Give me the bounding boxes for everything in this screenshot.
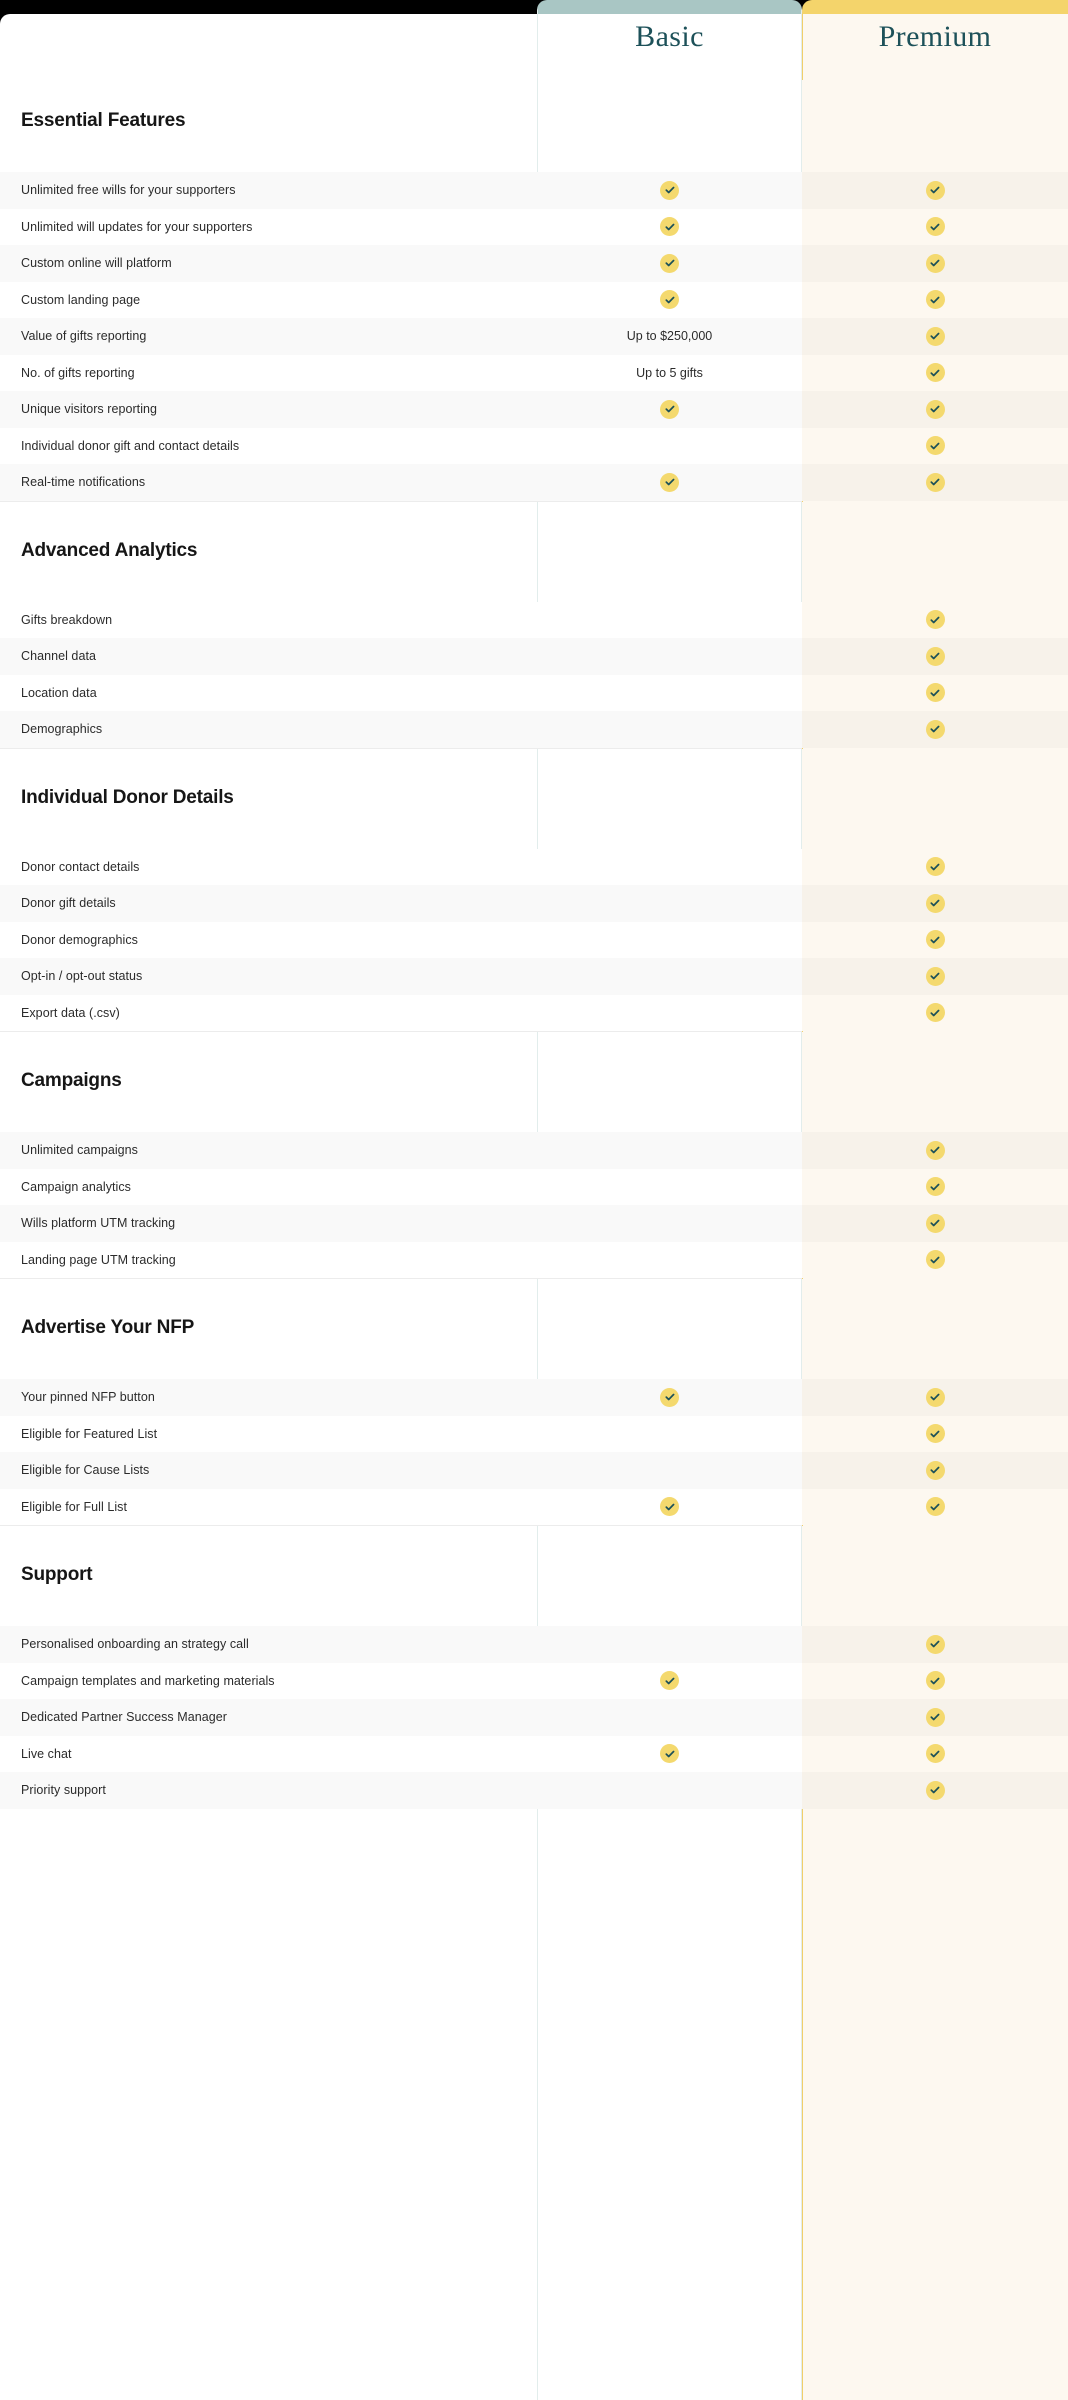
table-row	[0, 711, 1068, 748]
premium-column-fill	[802, 80, 1068, 172]
basic-cell	[537, 355, 802, 392]
check-circle-icon	[926, 1708, 945, 1727]
table-row	[0, 1736, 1068, 1773]
feature-label: Opt-in / opt-out status	[21, 969, 143, 984]
section-header	[0, 1279, 1068, 1379]
premium-column-fill	[802, 1279, 1068, 1379]
check-circle-icon	[926, 683, 945, 702]
basic-cell	[537, 1736, 802, 1773]
feature-label: Unique visitors reporting	[21, 402, 158, 417]
table-row	[0, 245, 1068, 282]
basic-cell	[537, 922, 802, 959]
premium-cell	[802, 1242, 1068, 1279]
table-row	[0, 958, 1068, 995]
feature-label: Gifts breakdown	[21, 612, 113, 627]
premium-cell	[802, 245, 1068, 282]
basic-cell-value: Up to $250,000	[626, 329, 713, 344]
table-row	[0, 1416, 1068, 1453]
premium-cell	[802, 1416, 1068, 1453]
check-circle-icon	[926, 720, 945, 739]
check-circle-icon	[926, 1177, 945, 1196]
table-row	[0, 1772, 1068, 1809]
section-header	[0, 1526, 1068, 1626]
premium-cell	[802, 172, 1068, 209]
feature-label: Live chat	[21, 1746, 72, 1761]
feature-label: Eligible for Cause Lists	[21, 1463, 150, 1478]
basic-cell	[537, 428, 802, 465]
table-row	[0, 675, 1068, 712]
basic-cell	[537, 318, 802, 355]
basic-cell	[537, 1205, 802, 1242]
check-circle-icon	[926, 181, 945, 200]
premium-cell	[802, 391, 1068, 428]
feature-label: Unlimited free wills for your supporters	[21, 183, 236, 198]
basic-cell	[537, 391, 802, 428]
check-circle-icon	[926, 857, 945, 876]
feature-label: Unlimited will updates for your supporters	[21, 219, 253, 234]
check-circle-icon	[660, 1497, 679, 1516]
table-row	[0, 995, 1068, 1032]
table-row	[0, 922, 1068, 959]
check-circle-icon	[926, 1781, 945, 1800]
premium-cell	[802, 1169, 1068, 1206]
plan-header-basic[interactable]: Basic	[635, 20, 704, 53]
comparison-table	[0, 14, 1068, 1809]
basic-cell	[537, 711, 802, 748]
check-circle-icon	[660, 217, 679, 236]
basic-cell	[537, 1489, 802, 1526]
feature-label: Real-time notifications	[21, 475, 146, 490]
premium-cell	[802, 464, 1068, 501]
check-circle-icon	[926, 1497, 945, 1516]
table-row	[0, 1699, 1068, 1736]
table-row	[0, 1205, 1068, 1242]
feature-label: Priority support	[21, 1783, 106, 1798]
check-circle-icon	[660, 181, 679, 200]
basic-cell	[537, 1772, 802, 1809]
premium-cell	[802, 711, 1068, 748]
table-row	[0, 1242, 1068, 1279]
premium-cell	[802, 1379, 1068, 1416]
premium-cell	[802, 1736, 1068, 1773]
premium-column-fill	[802, 1526, 1068, 1626]
basic-cell	[537, 1132, 802, 1169]
section-header	[0, 80, 1068, 172]
table-row	[0, 885, 1068, 922]
check-circle-icon	[926, 1214, 945, 1233]
check-circle-icon	[926, 290, 945, 309]
check-circle-icon	[926, 1744, 945, 1763]
table-row	[0, 1169, 1068, 1206]
section-title: Advertise Your NFP	[21, 1317, 195, 1338]
basic-cell	[537, 1699, 802, 1736]
feature-label: Individual donor gift and contact details	[21, 438, 240, 453]
feature-label: Custom online will platform	[21, 256, 172, 271]
basic-cell	[537, 1242, 802, 1279]
check-circle-icon	[660, 1744, 679, 1763]
basic-cell	[537, 1169, 802, 1206]
section-divider	[0, 1278, 802, 1279]
check-circle-icon	[926, 610, 945, 629]
premium-cell	[802, 1626, 1068, 1663]
section-title: Advanced Analytics	[21, 539, 198, 561]
feature-label: Donor demographics	[21, 932, 138, 947]
table-row	[0, 209, 1068, 246]
check-circle-icon	[926, 254, 945, 273]
basic-cell	[537, 958, 802, 995]
premium-column-fill	[802, 749, 1068, 849]
section-title: Individual Donor Details	[21, 786, 234, 808]
check-circle-icon	[660, 254, 679, 273]
feature-label: No. of gifts reporting	[21, 365, 135, 380]
check-circle-icon	[660, 400, 679, 419]
premium-cell	[802, 958, 1068, 995]
basic-cell	[537, 1452, 802, 1489]
premium-cell	[802, 849, 1068, 886]
table-row	[0, 282, 1068, 319]
check-circle-icon	[926, 1461, 945, 1480]
basic-cell	[537, 1626, 802, 1663]
table-row	[0, 1379, 1068, 1416]
check-circle-icon	[926, 217, 945, 236]
basic-cell	[537, 849, 802, 886]
feature-label: Dedicated Partner Success Manager	[21, 1710, 227, 1725]
plan-header-row	[0, 14, 1068, 80]
check-circle-icon	[926, 363, 945, 382]
basic-cell	[537, 209, 802, 246]
basic-cell	[537, 885, 802, 922]
basic-cell	[537, 1663, 802, 1700]
feature-label: Donor gift details	[21, 896, 116, 911]
basic-cell	[537, 675, 802, 712]
section-header	[0, 502, 1068, 602]
check-circle-icon	[926, 1635, 945, 1654]
table-row	[0, 355, 1068, 392]
section-title: Support	[21, 1564, 93, 1585]
feature-label: Eligible for Full List	[21, 1499, 128, 1514]
section-divider	[0, 1031, 802, 1032]
check-circle-icon	[660, 1671, 679, 1690]
premium-cell	[802, 282, 1068, 319]
basic-cell	[537, 172, 802, 209]
section-header	[0, 1032, 1068, 1132]
plan-header-premium[interactable]: Premium	[878, 20, 992, 53]
premium-cell	[802, 1205, 1068, 1242]
basic-cell	[537, 464, 802, 501]
check-circle-icon	[926, 894, 945, 913]
premium-cell	[802, 1489, 1068, 1526]
table-row	[0, 172, 1068, 209]
basic-cell-value: Up to 5 gifts	[636, 365, 703, 380]
table-row	[0, 849, 1068, 886]
premium-cell	[802, 1452, 1068, 1489]
check-circle-icon	[926, 1388, 945, 1407]
premium-column-fill	[802, 502, 1068, 602]
feature-label: Location data	[21, 685, 97, 700]
check-circle-icon	[926, 473, 945, 492]
table-row	[0, 428, 1068, 465]
table-row	[0, 464, 1068, 501]
table-row	[0, 1663, 1068, 1700]
check-circle-icon	[660, 1388, 679, 1407]
basic-cell	[537, 1379, 802, 1416]
feature-label: Demographics	[21, 722, 103, 737]
premium-column-fill	[802, 1032, 1068, 1132]
premium-cell	[802, 355, 1068, 392]
table-row	[0, 638, 1068, 675]
check-circle-icon	[660, 473, 679, 492]
premium-cell	[802, 638, 1068, 675]
feature-label: Landing page UTM tracking	[21, 1252, 176, 1267]
check-circle-icon	[926, 967, 945, 986]
check-circle-icon	[926, 930, 945, 949]
premium-cell	[802, 995, 1068, 1032]
feature-label: Donor contact details	[21, 859, 140, 874]
premium-cell	[802, 318, 1068, 355]
feature-label: Wills platform UTM tracking	[21, 1216, 176, 1231]
check-circle-icon	[926, 436, 945, 455]
feature-label: Unlimited campaigns	[21, 1143, 138, 1158]
check-circle-icon	[926, 1141, 945, 1160]
premium-cell	[802, 1132, 1068, 1169]
section-divider	[0, 501, 802, 502]
premium-cell	[802, 602, 1068, 639]
feature-label: Channel data	[21, 649, 96, 664]
premium-cell	[802, 922, 1068, 959]
premium-cell	[802, 209, 1068, 246]
section-divider	[0, 1525, 802, 1526]
check-circle-icon	[926, 1250, 945, 1269]
section-title: Essential Features	[21, 110, 186, 131]
table-row	[0, 1626, 1068, 1663]
check-circle-icon	[926, 1671, 945, 1690]
premium-cell	[802, 885, 1068, 922]
basic-cell	[537, 638, 802, 675]
table-row	[0, 1489, 1068, 1526]
check-circle-icon	[926, 1003, 945, 1022]
basic-cell	[537, 282, 802, 319]
table-row	[0, 318, 1068, 355]
feature-label: Value of gifts reporting	[21, 329, 147, 344]
basic-cell	[537, 245, 802, 282]
premium-cell	[802, 675, 1068, 712]
check-circle-icon	[660, 290, 679, 309]
check-circle-icon	[926, 327, 945, 346]
table-row	[0, 1132, 1068, 1169]
premium-cell	[802, 1663, 1068, 1700]
feature-label: Custom landing page	[21, 292, 141, 307]
section-title: Campaigns	[21, 1070, 122, 1091]
basic-cell	[537, 602, 802, 639]
feature-label: Campaign analytics	[21, 1179, 131, 1194]
section-header	[0, 749, 1068, 849]
table-row	[0, 602, 1068, 639]
premium-cell	[802, 428, 1068, 465]
feature-label: Eligible for Featured List	[21, 1426, 158, 1441]
feature-label: Your pinned NFP button	[21, 1390, 155, 1405]
check-circle-icon	[926, 647, 945, 666]
feature-label: Personalised onboarding an strategy call	[21, 1637, 249, 1652]
table-row	[0, 391, 1068, 428]
basic-cell	[537, 995, 802, 1032]
feature-label: Export data (.csv)	[21, 1005, 120, 1020]
check-circle-icon	[926, 400, 945, 419]
premium-cell	[802, 1699, 1068, 1736]
feature-label: Campaign templates and marketing materials	[21, 1673, 275, 1688]
table-row	[0, 1452, 1068, 1489]
section-divider	[0, 748, 802, 749]
check-circle-icon	[926, 1424, 945, 1443]
premium-cell	[802, 1772, 1068, 1809]
basic-cell	[537, 1416, 802, 1453]
